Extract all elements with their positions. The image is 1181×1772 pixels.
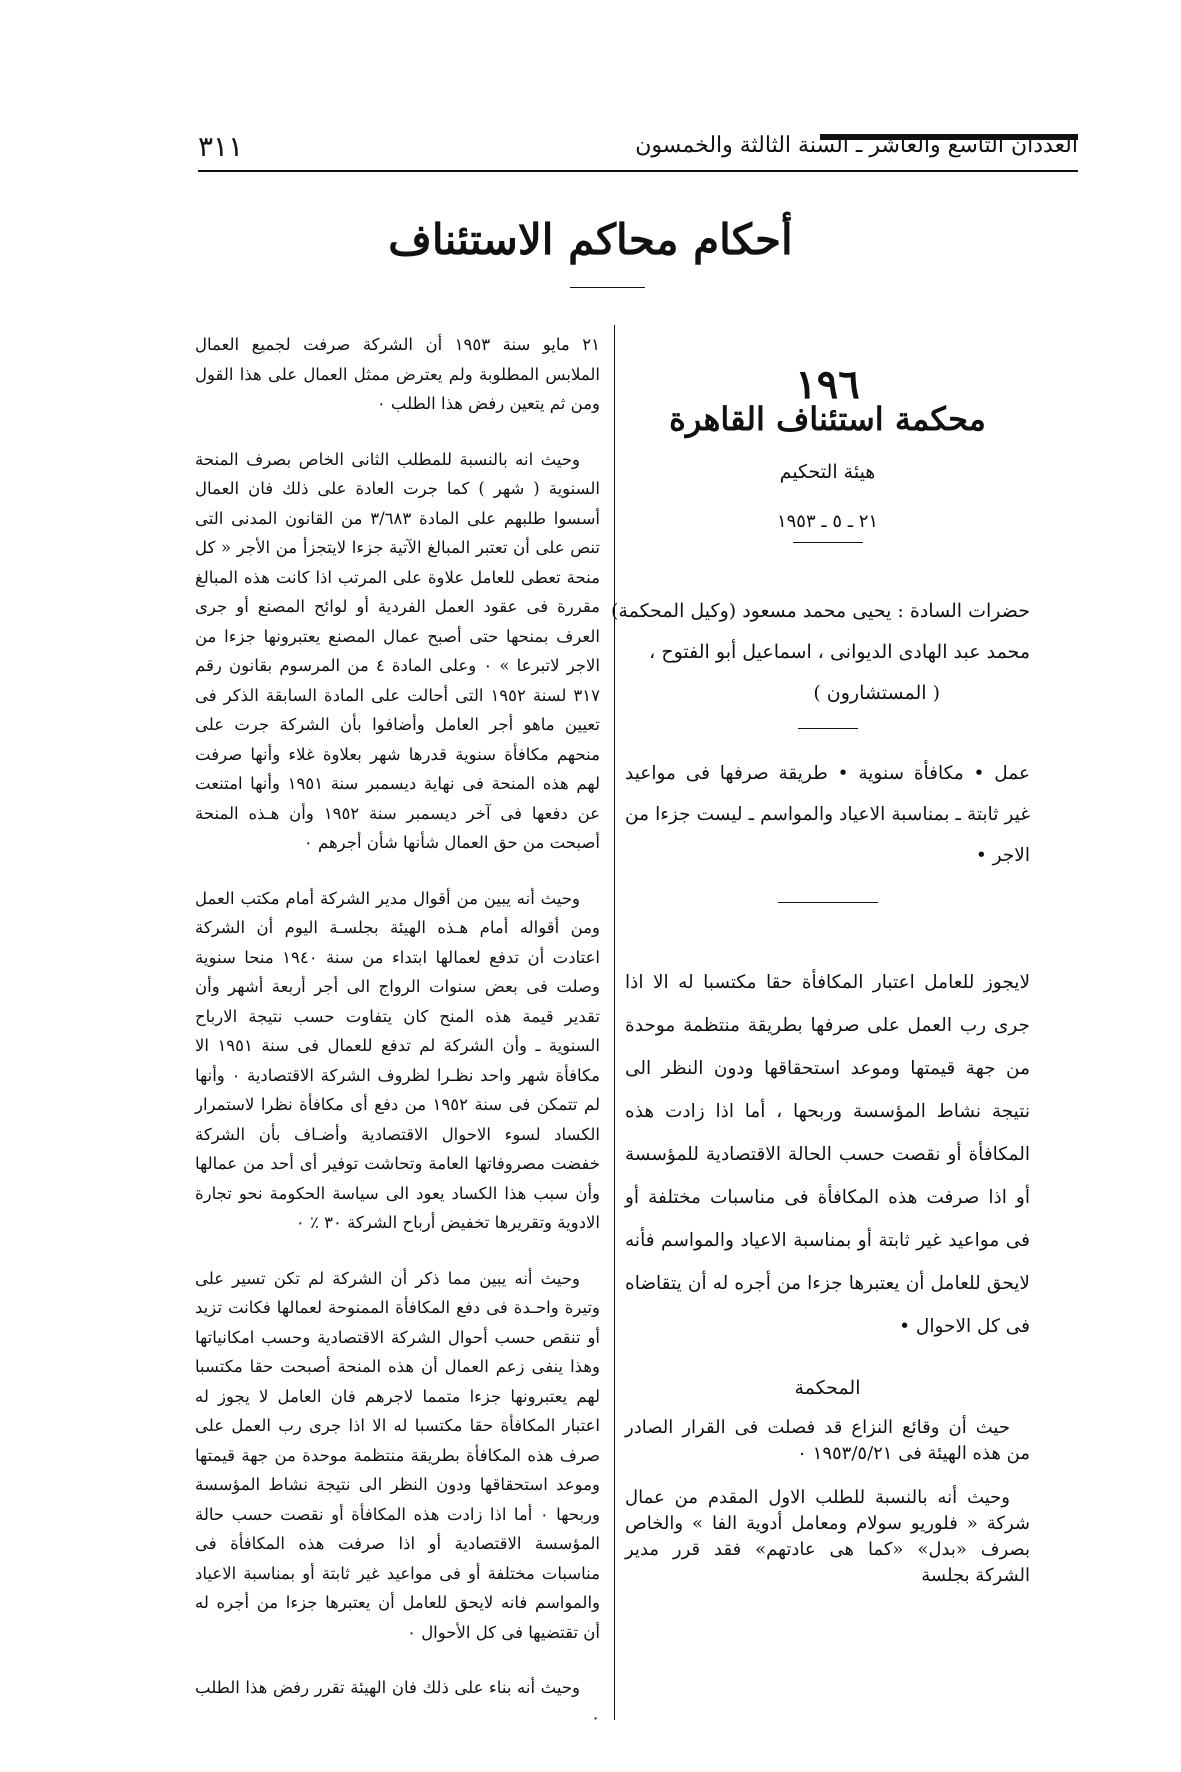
right-paragraph-1: حيث أن وقائع النزاع قد فصلت فى القرار الصادر من هذه الهيئة فى ١٩٥٣/٥/٢١ ٠ [625,1417,1030,1464]
left-column [195,330,600,1758]
running-header [198,125,1078,170]
court-heading: المحكمة [794,1377,861,1399]
left-paragraph-4: وحيث أنه يبين مما ذكر أن الشركة لم تكن تسير على وتيرة واحـدة فى دفع المكافأة الممنوحة لعمالها فكانت تزيد أو تنقص حسب أحوال الشركة الاقتصادية وحسب امكانياتها وهذا ينفى زعم العمال أن هذه المنحة أصبحت حقا مكتسبا لهم يعتبرونها جزءا متمما لاجرهم فان العامل لا يجوز له اعتبار المكافأة حقا مكتسبا له الا اذا جرى رب العمل على صرف هذه المكافأة بطريقة منتظمة موحدة من جهة قيمتها وموعد استحقاقها ودون النظر الى نتيجة نشاط المؤسسة وربحها ٠ أما اذا زادت هذه المكافأة أو نقصت حسب حالة المؤسسة الاقتصادية أو اذا صرفت هذه المكافأة فى مناسبات مختلفة أو فى مواعيد غير ثابتة أو بمناسبة الاعياد والمواسم فانه لايحق للعامل أن يعتبرها جزءا من أجره له أن تقتضيها فى كل الأحوال ٠ [195,1268,600,1642]
running-title: العددان التاسع والعاشر ـ السنة الثالثة والخمسون [635,133,1078,158]
summary-rule [778,902,878,903]
judges-line-2: محمد عبد الهادى الديوانى ، اسماعيل أبو الفتوح ، [649,641,1030,663]
judges-roles: ( المستشارون ) [813,682,940,704]
case-summary: عمل • مكافأة سنوية • طريقة صرفها فى مواعيد غير ثابتة ـ بمناسبة الاعياد والمواسم ـ ليست جزءا من الاجر • [625,763,1030,866]
header-rule [198,170,1078,172]
right-paragraph-2: وحيث أنه بالنسبة للطلب الاول المقدم من عمال شركة « فلوريو سولام ومعامل أدوية الفا » والخاص بصرف «بدل» «كما هى عادتهم» فقد قرر مدير الشركة بجلسة [625,1487,1030,1586]
judges-rule [798,728,858,729]
header-thick-rule [820,134,1078,140]
panel-name: هيئة التحكيم [779,461,876,483]
page-number: ٣١١ [198,130,244,163]
section-title: أحكام محاكم الاستئناف [388,215,793,264]
left-paragraph-2: وحيث انه بالنسبة للمطلب الثانى الخاص بصرف المنحة السنوية ( شهر ) كما جرت العادة على ذلك فان العمال أسسوا طلبهم على المادة ٣/٦٨٣ من القانون المدنى التى تنص على أن تعتبر المبالغ الآتية جزءا لايتجزأ من الأجر « كل منحة تعطى للعامل علاوة على المرتب اذا كانت هذه المبالغ مقررة فى عقود العمل الفردية أو لوائح المصنع أو جرى العرف بمنحها حتى أصبح عمال المصنع يعتبرونها جزءا من الاجر لاتبرعا » ٠ وعلى المادة ٤ من المرسوم بقانون رقم ٣١٧ لسنة ١٩٥٢ التى أحالت على المادة السابقة الذكر فى تعيين ماهو أجر العامل وأضافوا بأن الشركة جرت على منحهم مكافأة سنوية قدرها شهر بعلاوة غلاء وأنها صرفت لهم هذه المنحة فى نهاية ديسمبر سنة ١٩٥١ وأنها امتنعت عن دفعها فى آخر ديسمبر سنة ١٩٥٢ وأن هـذه المنحة أصبحت من حق العمال شأنها شأن أجرهم ٠ [195,449,601,852]
judgment-date: ٢١ ـ ٥ ـ ١٩٥٣ [776,511,879,532]
case-number: ١٩٦ [795,361,860,408]
legal-principle: لايجوز للعامل اعتبار المكافأة حقا مكتسبا له الا اذا جرى رب العمل على صرفها بطريقة منتظمة موحدة من جهة قيمتها وموعد استحقاقها ودون النظر الى نتيجة نشاط المؤسسة وربحها ، أما اذا زادت هذه المكافأة أو نقصت حسب الحالة الاقتصادية للمؤسسة أو اذا صرفت هذه المكافأة فى مناسبات مختلفة أو فى مواعيد غير ثابتة أو بمناسبة الاعياد والمواسم فأنه لايحق للعامل أن يعتبرها جزءا من أجره له أن يتقاضاه فى كل الاحوال • [625,972,1030,1337]
column-divider [614,325,615,1720]
right-column [610,330,1030,1607]
date-rule [793,542,863,543]
judges-block [610,591,1030,714]
left-paragraph-3: وحيث أنه يبين من أقوال مدير الشركة أمام مكتب العمل ومن أقواله أمام هـذه الهيئة بجلسـة اليوم أن الشركة اعتادت أن تدفع لعمالها ابتداء من سنة ١٩٤٠ منحا سنوية وصلت فى بعض سنوات الرواج الى أجر أربعة أشهر وأن تقدير قيمة هذه المنح كان يتفاوت حسب نتيجة الارباح السنوية ـ وأن الشركة لم تدفع للعمال فى سنة ١٩٥١ الا مكافأة شهر واحد نظـرا لظروف الشركة الاقتصادية ٠ وأنها لم تتمكن فى سنة ١٩٥٢ من دفع أى مكافأة نظرا لاستمرار الكساد لسوء الاحوال الاقتصادية وأضـاف بأن الشركة خفضت مصروفاتها العامة وتحاشت توفير أى أحد من عمالها وأن سبب هذا الكساد يعود الى سياسة الحكومة نحو تجارة الادوية وتقريرها تخفيض أرباح الشركة ٣٠ ٪ ٠ [195,888,600,1232]
court-name: محكمة استئناف القاهرة [669,400,986,438]
title-rule [570,287,645,288]
judges-line-1: حضرات السادة : يحيى محمد مسعود (وكيل المحكمة) [610,600,1030,622]
left-paragraph-5: وحيث أنه بناء على ذلك فان الهيئة تقرر رفض هذا الطلب ٠ [195,1678,600,1727]
left-paragraph-1: ٢١ مايو سنة ١٩٥٣ أن الشركة صرفت لجميع العمال الملابس المطلوبة ولم يعترض ممثل العمال على هذا القول ومن ثم يتعين رفض هذا الطلب ٠ [195,335,600,413]
